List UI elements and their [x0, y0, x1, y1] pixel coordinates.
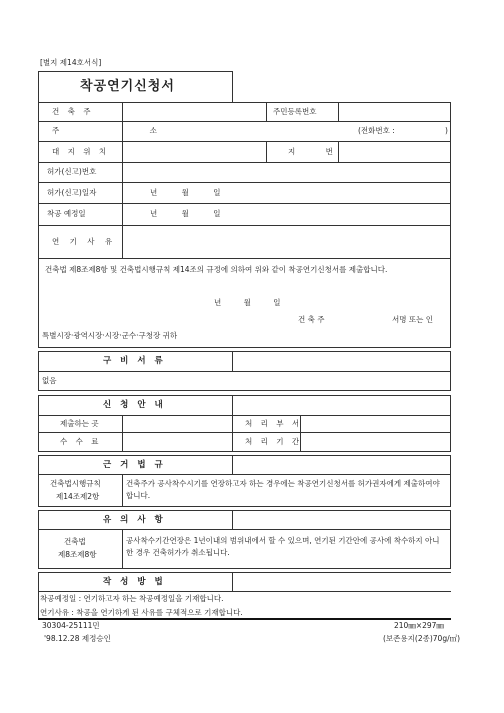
- documents-value: 없음: [42, 376, 57, 385]
- permit-no-label: 허가(신고)번호: [47, 167, 97, 176]
- permit-no-field[interactable]: [124, 164, 448, 180]
- owner-field[interactable]: [124, 104, 264, 119]
- footer-paper: (보존용지(2종)70g/㎡): [383, 634, 461, 643]
- address-label: 주 소: [52, 126, 201, 135]
- site-label: 대 지 위 치: [52, 147, 110, 156]
- signature-label: 서명 또는 인: [392, 315, 433, 324]
- guide-heading: 신 청 안 내: [103, 400, 166, 410]
- form-title: 착공연기신청서: [80, 79, 175, 94]
- legal-law-line2: 제14조제2항: [56, 492, 100, 501]
- period-label: 처 리 기 간: [245, 437, 303, 446]
- resident-no-field[interactable]: [340, 104, 448, 119]
- documents-heading: 구 비 서 류: [103, 356, 166, 366]
- reason-label: 연 기 사 유: [52, 237, 117, 246]
- declaration-text: 건축법 제8조제8항 및 건축법시행규칙 제14조의 규정에 의하여 위와 같이 착공연기신청서를 제출합니다.: [45, 265, 388, 274]
- phone-close: ): [445, 126, 448, 135]
- legal-law-line1: 건축법시행규칙: [50, 479, 101, 488]
- applicant-label: 건 축 주: [298, 315, 325, 324]
- legal-text: 건축주가 공사착수시기를 연장하고자 하는 경우에는 착공연기신청서를 허가권자에게 제출하여야 합니다.: [126, 479, 440, 500]
- resident-no-label: 주민등록번호: [273, 107, 317, 116]
- method-line2: 연기사유 : 착공을 연기하게 된 사유를 구체적으로 기재합니다.: [40, 608, 243, 617]
- fee-label: 수 수 료: [60, 437, 102, 446]
- method-heading: 작 성 방 법: [103, 577, 166, 587]
- notes-heading: 유 의 사 항: [103, 515, 166, 525]
- notes-text: 공사착수기간연장은 1년이내의 범위내에서 할 수 있으며, 연기된 기간안에 공사에 착수하지 아니한 경우 건축허가가 취소됩니다.: [126, 536, 440, 557]
- footer-code: 30304-25111민: [42, 621, 100, 630]
- dept-label: 처 리 부 서: [245, 419, 303, 428]
- footer-approval: '98.12.28 제정승인: [44, 634, 111, 643]
- submit-place-label: 제출하는 곳: [60, 419, 99, 428]
- legal-heading: 근 거 법 규: [103, 460, 166, 470]
- lot-label: 지 번: [288, 147, 347, 156]
- permit-date-field[interactable]: 년 월 일: [150, 188, 221, 197]
- form-code: [별지 제14호서식]: [40, 58, 102, 67]
- notes-law-line1: 건축법: [64, 537, 86, 546]
- reason-field[interactable]: [124, 227, 448, 256]
- site-field[interactable]: [124, 143, 264, 160]
- notes-law-line2: 제8조제8항: [58, 550, 97, 559]
- owner-label: 건 축 주: [52, 107, 94, 116]
- permit-date-label: 허가(신고)일자: [47, 188, 97, 197]
- method-line1: 착공예정일 : 연기하고자 하는 착공예정일을 기재합니다.: [40, 594, 224, 603]
- recipient-text: 특별시장·광역시장·시장·군수·구청장 귀하: [42, 331, 178, 340]
- declaration-date: 년 월 일: [214, 298, 281, 307]
- footer-size: 210㎜×297㎜: [394, 621, 444, 630]
- start-date-label: 착공 예정일: [47, 209, 86, 218]
- address-field[interactable]: [124, 123, 354, 139]
- lot-field[interactable]: [340, 143, 448, 160]
- start-date-field[interactable]: 년 월 일: [150, 209, 221, 218]
- phone-label: (전화번호 :: [358, 126, 395, 135]
